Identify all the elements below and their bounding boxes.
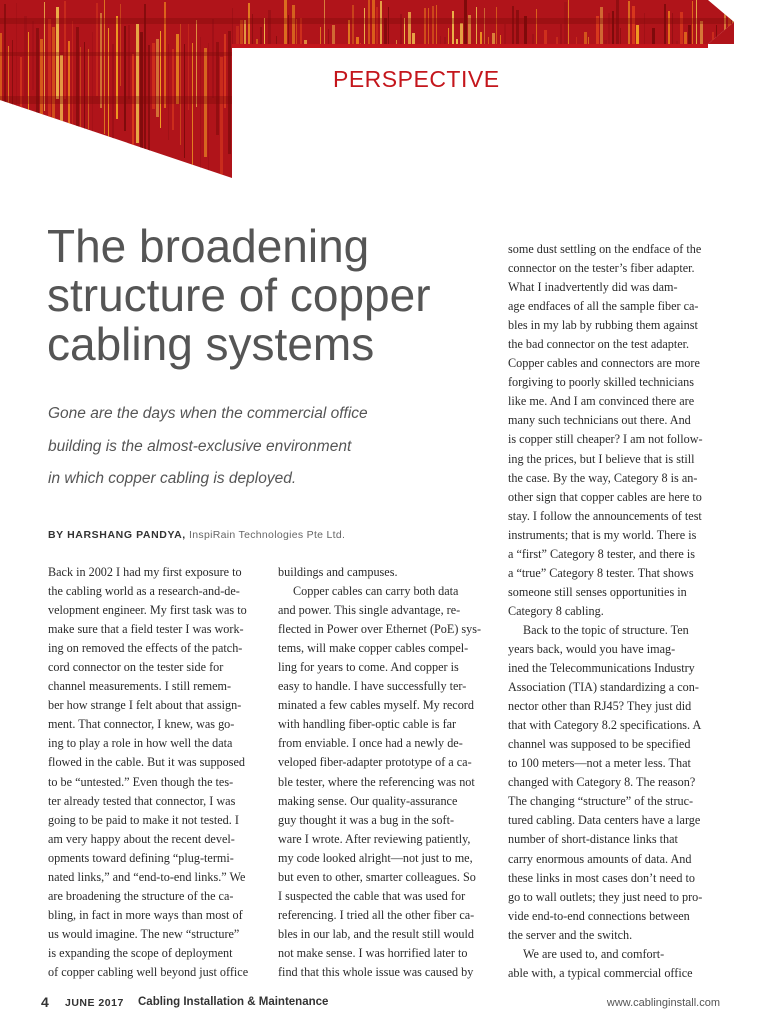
cable-stripe bbox=[696, 0, 697, 80]
article-headline bbox=[47, 222, 487, 369]
body-text-line: I suspected the cable that was used for bbox=[278, 888, 466, 903]
body-text-line: channel measurements. I still remem- bbox=[48, 679, 232, 694]
body-text-line: flected in Power over Ethernet (PoE) sys- bbox=[278, 622, 482, 637]
cable-stripe bbox=[652, 28, 655, 180]
cable-stripe bbox=[136, 24, 139, 143]
cable-stripe bbox=[512, 6, 514, 135]
cable-stripe bbox=[120, 4, 121, 86]
body-text-line: like me. And I am convinced there are bbox=[508, 394, 695, 409]
cable-stripe bbox=[664, 4, 666, 64]
cable-stripe bbox=[672, 13, 673, 91]
cable-stripe bbox=[692, 1, 693, 173]
cable-stripe bbox=[556, 37, 558, 127]
cable-stripe bbox=[616, 0, 619, 110]
deck-line: building is the almost-exclusive environment bbox=[48, 437, 352, 455]
body-text-line: able with, a typical commercial office bbox=[508, 965, 693, 980]
headline-line: structure of copper bbox=[47, 269, 431, 321]
cable-stripe bbox=[552, 46, 553, 180]
body-text-line: is copper still cheaper? I am not follow- bbox=[508, 432, 703, 447]
body-text-line: minated a few cables myself. My record bbox=[278, 698, 474, 713]
body-text-line: ling for years to come. And copper is bbox=[278, 660, 459, 675]
cable-stripe bbox=[636, 25, 639, 93]
body-text-line: not make sense. I was horrified later to bbox=[278, 945, 468, 960]
body-text-line: with handling fiber-optic cable is far bbox=[278, 717, 457, 732]
body-text-line: is expanding the scope of deployment bbox=[48, 945, 233, 960]
body-text-line: changed with Category 8. The reason? bbox=[508, 775, 696, 790]
body-text-line: referencing. I tried all the other fiber ca- bbox=[278, 907, 475, 922]
cable-stripe bbox=[580, 46, 581, 165]
header-banner bbox=[0, 0, 768, 180]
body-text-line: ined the Telecommunications Industry bbox=[508, 661, 695, 676]
body-text-line: make sure that a field tester I was work- bbox=[48, 622, 244, 637]
cable-stripe bbox=[252, 14, 253, 136]
article-deck bbox=[48, 398, 488, 496]
body-text-line: We are used to, and comfort- bbox=[523, 946, 665, 961]
cable-stripe bbox=[260, 27, 262, 87]
cable-stripe bbox=[456, 39, 458, 168]
page-number: 4 bbox=[41, 994, 49, 1010]
body-text-line: ing the prices, but I believe that is still bbox=[508, 451, 695, 466]
body-text-line: going to be paid to make it not tested. I bbox=[48, 812, 239, 827]
cable-stripe bbox=[596, 16, 599, 180]
cable-stripe bbox=[52, 27, 55, 139]
cable-stripe bbox=[108, 28, 109, 137]
cable-stripe bbox=[228, 31, 231, 154]
cable-stripe bbox=[588, 37, 589, 114]
cable-stripe bbox=[688, 25, 691, 180]
body-text-line: Association (TIA) standardizing a con- bbox=[508, 680, 699, 695]
cable-stripe bbox=[624, 56, 626, 126]
cable-stripe bbox=[640, 49, 643, 154]
body-text-line: guy thought it was a bug in the soft- bbox=[278, 812, 455, 827]
body-text-line: opments toward defining “plug-termi- bbox=[48, 850, 234, 865]
headline-line: cabling systems bbox=[47, 318, 375, 370]
byline bbox=[48, 529, 345, 541]
cable-stripe bbox=[304, 40, 307, 142]
body-text-line: instruments; that is my world. There is bbox=[508, 527, 697, 542]
cable-stripe bbox=[372, 0, 375, 62]
cable-stripe bbox=[176, 34, 179, 104]
body-text-line: buildings and campuses. bbox=[278, 565, 398, 579]
deck-line: in which copper cabling is deployed. bbox=[48, 470, 297, 487]
cable-stripe bbox=[560, 24, 562, 140]
cable-stripe bbox=[60, 55, 63, 180]
cable-stripe bbox=[520, 45, 523, 180]
cable-stripe bbox=[360, 43, 361, 179]
cable-stripe bbox=[240, 20, 243, 109]
cable-stripe bbox=[0, 33, 2, 106]
cable-stripe bbox=[720, 48, 723, 116]
body-text-line: years back, would you have imag- bbox=[508, 641, 676, 656]
body-text-line: connector on the tester’s fiber adapter. bbox=[508, 261, 695, 276]
body-text-line: tured cabling. Data centers have a large bbox=[508, 813, 701, 828]
cable-stripe bbox=[524, 16, 527, 180]
deck-line: Gone are the days when the commercial office bbox=[48, 405, 368, 422]
body-text-line: Copper cables and connectors are more bbox=[508, 356, 700, 371]
body-text-line: many such technicians out there. And bbox=[508, 413, 691, 428]
cable-stripe bbox=[632, 6, 635, 154]
cable-stripe bbox=[544, 30, 547, 180]
body-text-line: Copper cables can carry both data bbox=[293, 584, 459, 599]
body-text-line: veloped fiber-adapter prototype of a ca- bbox=[278, 755, 472, 770]
cable-stripe bbox=[200, 37, 201, 180]
cable-stripe bbox=[676, 41, 678, 103]
body-text-line: flowed in the cable. But it was supposed bbox=[48, 755, 245, 770]
byline-author: BY HARSHANG PANDYA, bbox=[48, 529, 186, 541]
body-text-line: the server and the switch. bbox=[508, 927, 633, 942]
cable-stripe bbox=[572, 57, 573, 180]
body-text-line: of copper cabling well beyond just office bbox=[48, 964, 249, 979]
page-footer bbox=[0, 994, 768, 1014]
body-text-line: these links in most cases don’t need to bbox=[508, 870, 695, 885]
cable-stripe bbox=[264, 18, 265, 129]
body-text-line: ment. That connector, I knew, was go- bbox=[48, 717, 235, 732]
cable-stripe bbox=[84, 42, 85, 180]
cable-stripe bbox=[80, 47, 81, 180]
cable-stripe bbox=[600, 7, 603, 152]
body-text-line: am very happy about the recent devel- bbox=[48, 831, 235, 846]
cable-stripe bbox=[96, 3, 98, 96]
body-text-line: nector other than RJ45? They just did bbox=[508, 699, 692, 714]
cable-stripe bbox=[180, 24, 181, 145]
cable-stripe bbox=[124, 26, 126, 131]
body-text-line: bling, in fact in more ways than most of bbox=[48, 907, 243, 922]
cable-stripe bbox=[316, 46, 317, 180]
cable-stripe bbox=[708, 44, 711, 130]
body-text-line: my code looked alright—not just to me, bbox=[278, 850, 473, 865]
body-text-line: Back to the topic of structure. Ten bbox=[523, 622, 689, 637]
cable-stripe bbox=[400, 14, 402, 111]
body-text-line: ber how strange I felt about that assign- bbox=[48, 698, 242, 713]
cable-stripe bbox=[464, 0, 467, 71]
cable-stripe bbox=[16, 3, 17, 175]
cable-stripe bbox=[192, 43, 193, 180]
byline-affiliation: InspiRain Technologies Pte Ltd. bbox=[189, 529, 346, 541]
cable-stripe bbox=[364, 8, 365, 69]
section-label: PERSPECTIVE bbox=[333, 66, 500, 92]
body-text-line: ing on removed the effects of the patch- bbox=[48, 641, 243, 656]
cable-stripe bbox=[172, 49, 174, 130]
body-text-line: easy to handle. I have successfully ter- bbox=[278, 679, 467, 694]
body-text-line: velopment engineer. My first task was to bbox=[48, 603, 247, 618]
body-text-line: making sense. Our quality-assurance bbox=[278, 793, 458, 808]
cable-stripe bbox=[112, 44, 114, 144]
cable-stripe bbox=[48, 19, 51, 131]
cable-stripe bbox=[648, 45, 649, 146]
cable-stripe bbox=[716, 25, 717, 86]
cable-stripe bbox=[212, 19, 214, 98]
cable-stripe bbox=[4, 4, 6, 169]
cable-stripe bbox=[684, 32, 687, 180]
cable-stripe bbox=[592, 57, 593, 170]
body-text-line: age endfaces of all the sample fiber ca- bbox=[508, 299, 699, 314]
cable-stripe bbox=[272, 45, 275, 173]
cable-stripe bbox=[300, 18, 302, 176]
cable-stripe bbox=[296, 19, 297, 92]
body-text-line: The changing “structure” of the struc- bbox=[508, 794, 694, 809]
banner-band bbox=[0, 18, 768, 24]
cable-stripe bbox=[736, 6, 739, 124]
body-text-line: to be “untested.” Even though the tes- bbox=[48, 774, 234, 789]
body-text-line: Category 8 cabling. bbox=[508, 603, 604, 618]
body-text-line: the cabling world as a research-and-de- bbox=[48, 584, 240, 599]
cable-stripe bbox=[680, 12, 683, 180]
cable-stripe bbox=[132, 54, 134, 180]
cable-stripe bbox=[548, 50, 549, 145]
body-text-line: tems, will make copper cables compel- bbox=[278, 641, 469, 656]
body-text-line: bles in our lab, and the result still would bbox=[278, 926, 474, 941]
cable-stripe bbox=[492, 33, 495, 154]
body-text-line: are broadening the structure of the ca- bbox=[48, 888, 234, 903]
cable-stripe bbox=[612, 11, 614, 110]
headline-line: The broadening bbox=[47, 220, 370, 272]
body-text-line: channel was supposed to be specified bbox=[508, 737, 691, 752]
cable-stripe bbox=[408, 12, 411, 113]
body-text-line: ter already tested that connector, I was bbox=[48, 793, 236, 808]
cable-stripe bbox=[540, 46, 543, 180]
body-text-line: to 100 meters—not a meter less. That bbox=[508, 756, 691, 771]
body-column-2 bbox=[278, 563, 493, 982]
body-text-line: stay. I follow the announcements of test bbox=[508, 508, 702, 523]
cable-stripe bbox=[72, 21, 73, 151]
banner-band bbox=[0, 96, 768, 104]
cable-stripe bbox=[312, 51, 314, 123]
body-text-line: but even to other, smarter colleagues. So bbox=[278, 869, 476, 884]
cable-stripe bbox=[440, 36, 441, 180]
cable-stripe bbox=[64, 1, 66, 99]
cable-stripe bbox=[128, 25, 130, 99]
cable-stripe bbox=[604, 40, 607, 180]
cable-stripe bbox=[660, 59, 662, 120]
cable-stripe bbox=[288, 15, 289, 134]
cable-stripe bbox=[144, 4, 146, 180]
body-text-line: from enviable. I once had a newly de- bbox=[278, 736, 463, 751]
cable-stripe bbox=[220, 57, 223, 180]
cable-stripe bbox=[368, 0, 370, 62]
body-text-line: Back in 2002 I had my first exposure to bbox=[48, 565, 242, 579]
cable-stripe bbox=[712, 32, 714, 180]
cable-stripe bbox=[644, 13, 645, 124]
body-text-line: ware I wrote. After reviewing patiently, bbox=[278, 831, 471, 846]
cable-stripe bbox=[280, 56, 281, 180]
cable-stripe bbox=[256, 39, 258, 157]
body-text-line: ble tester, where the referencing was not bbox=[278, 774, 475, 789]
body-text-line: What I inadvertently did was dam- bbox=[508, 280, 678, 295]
body-text-line: a “first” Category 8 tester, and there is bbox=[508, 546, 695, 561]
cable-stripe bbox=[68, 41, 70, 180]
body-text-line: forgiving to poorly skilled technicians bbox=[508, 375, 694, 390]
body-text-line: cord connector on the tester side for bbox=[48, 660, 224, 675]
cable-stripe bbox=[236, 26, 239, 180]
body-text-line: ing to play a role in how well the data bbox=[48, 736, 233, 751]
publication-name: Cabling Installation & Maintenance bbox=[138, 996, 329, 1008]
cable-stripe bbox=[196, 20, 197, 107]
issue-date: JUNE 2017 bbox=[65, 997, 124, 1009]
cable-stripe bbox=[156, 39, 159, 117]
cable-stripe bbox=[100, 13, 102, 108]
body-text-line: some dust settling on the endface of the bbox=[508, 242, 702, 256]
cable-stripe bbox=[656, 53, 659, 180]
cable-stripe bbox=[160, 31, 161, 128]
cable-stripe bbox=[12, 40, 13, 118]
cable-stripe bbox=[208, 43, 209, 173]
cable-stripe bbox=[416, 44, 419, 180]
body-text-line: a “true” Category 8 tester. That shows bbox=[508, 565, 694, 580]
body-column-1 bbox=[48, 563, 263, 982]
body-text-line: vide end-to-end connections between bbox=[508, 908, 690, 923]
body-text-line: us would imagine. The new “structure” bbox=[48, 926, 240, 941]
body-text-line: go to wall outlets; they just need to pro- bbox=[508, 889, 703, 904]
body-text-line: the case. By the way, Category 8 is an- bbox=[508, 470, 698, 485]
cable-stripe bbox=[532, 34, 534, 134]
body-text-line: number of short-distance links that bbox=[508, 832, 678, 847]
cable-stripe bbox=[704, 44, 707, 180]
cable-stripe bbox=[324, 0, 325, 114]
cable-stripe bbox=[28, 32, 29, 131]
cable-stripe bbox=[168, 44, 169, 140]
body-text-line: find that this whole issue was caused by bbox=[278, 964, 474, 979]
body-text-line: and power. This single advantage, re- bbox=[278, 603, 461, 618]
body-text-line: carry enormous amounts of data. And bbox=[508, 851, 692, 866]
cable-stripe bbox=[308, 46, 309, 136]
cable-stripe bbox=[576, 37, 577, 162]
cable-stripe bbox=[508, 58, 509, 127]
cable-stripe bbox=[148, 45, 150, 180]
body-column-3 bbox=[508, 240, 723, 983]
body-text-line: the bad connector on the test adapter. bbox=[508, 337, 690, 352]
cable-stripe bbox=[320, 27, 321, 177]
cable-stripe bbox=[8, 46, 9, 180]
cable-stripe bbox=[564, 2, 567, 161]
cable-stripe bbox=[384, 18, 387, 180]
cable-stripe bbox=[480, 32, 482, 173]
body-text-line: that with Category 8.2 specifications. A bbox=[508, 718, 702, 733]
cable-stripe bbox=[668, 11, 670, 180]
body-text-line: bles in my lab by rubbing them against bbox=[508, 318, 698, 333]
cable-stripe bbox=[528, 55, 531, 137]
body-text-line: other sign that copper cables are here to bbox=[508, 489, 702, 504]
cable-stripe bbox=[620, 28, 621, 166]
cable-stripe bbox=[88, 49, 89, 129]
body-text-line: someone still senses opportunities in bbox=[508, 584, 687, 599]
body-text-line: nated links,” and “end-to-end links.” We bbox=[48, 869, 246, 884]
website-link[interactable]: www.cablinginstall.com bbox=[606, 997, 720, 1009]
banner-band bbox=[0, 52, 768, 56]
